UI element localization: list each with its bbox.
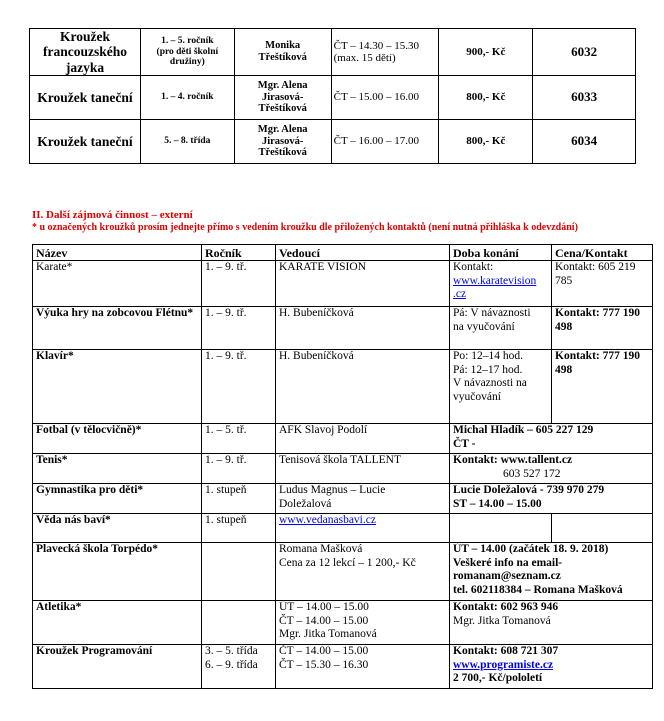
column-header: Název — [33, 245, 202, 261]
activity-leader: Tenisová škola TALLENT — [276, 454, 450, 484]
activity-leader: ČT – 14.00 – 15.00 ČT – 15.30 – 16.30 — [276, 645, 450, 689]
activity-contact — [552, 514, 653, 543]
club-leader: Monika Třeštíková — [234, 29, 331, 76]
column-header: Vedoucí — [276, 245, 450, 261]
activity-time: Pá: V návaznosti na vyučování — [450, 307, 552, 350]
table-row — [33, 424, 653, 454]
activity-contact: Kontakt: 608 721 307 www.programiste.cz 2 700,- Kč/pololetí — [450, 645, 653, 689]
activity-name: Věda nás baví* — [33, 514, 202, 543]
table-row — [30, 120, 636, 164]
programiste-link[interactable]: www.programiste.cz — [453, 658, 554, 671]
club-name: Kroužek taneční — [30, 120, 141, 164]
activity-leader — [276, 514, 450, 543]
activity-grade: 1. – 9. tř. — [202, 350, 276, 424]
activity-grade: 1. – 9. tř. — [202, 261, 276, 307]
activity-name: Plavecká škola Torpédo* — [33, 543, 202, 601]
club-price: 900,- Kč — [439, 29, 533, 76]
activity-contact: ÚT – 14.00 (začátek 18. 9. 2018) Veškeré info na email- romanam@seznam.cz tel. 602118384 – Romana Mašková — [450, 543, 653, 601]
activity-contact: Kontakt: 602 963 946 Mgr. Jitka Tomanová — [450, 601, 653, 645]
club-code: 6034 — [533, 120, 636, 164]
table-row — [33, 601, 653, 645]
club-price: 800,- Kč — [439, 120, 533, 164]
table-row — [33, 543, 653, 601]
activity-name: Kroužek Programování — [33, 645, 202, 689]
external-activities-table — [32, 244, 653, 689]
activity-name: Tenis* — [33, 454, 202, 484]
table-row — [33, 307, 653, 350]
activity-grade: 1. stupeň — [202, 514, 276, 543]
activity-contact: Kontakt: www.tallent.cz 603 527 172 — [450, 454, 653, 484]
table-row — [33, 350, 653, 424]
club-name: Kroužek francouzského jazyka — [30, 29, 141, 76]
activity-time: Kontakt: www.karatevision .cz — [450, 261, 552, 307]
table-row — [33, 454, 653, 484]
activity-contact: Lucie Doležalová - 739 970 279 ST – 14.00 – 15.00 — [450, 484, 653, 514]
activity-grade — [202, 543, 276, 601]
club-leader: Mgr. Alena Jirasová- Třeštíková — [234, 76, 331, 120]
table-row — [33, 645, 653, 689]
activity-grade — [202, 601, 276, 645]
club-code: 6032 — [533, 29, 636, 76]
activity-time — [450, 514, 552, 543]
table-row — [33, 514, 653, 543]
activity-grade: 1. – 9. tř. — [202, 307, 276, 350]
table-row — [33, 484, 653, 514]
table-header-row — [33, 245, 653, 261]
section-note: * u označených kroužků prosím jednejte přímo s vedením kroužku dle přiložených kontaktů (není nutná přihláška k odevzdání) — [32, 222, 578, 233]
club-time: ČT – 14.30 – 15.30 (max. 15 dětí) — [331, 29, 439, 76]
club-price: 800,- Kč — [439, 76, 533, 120]
club-name: Kroužek taneční — [30, 76, 141, 120]
activity-grade: 1. stupeň — [202, 484, 276, 514]
table-row — [33, 261, 653, 307]
column-header: Cena/Kontakt — [552, 245, 653, 261]
activity-contact: Michal Hladík – 605 227 129 ČT - — [450, 424, 653, 454]
activity-time: Po: 12–14 hod. Pá: 12–17 hod. V návaznosti na vyučování — [450, 350, 552, 424]
activity-leader: Ludus Magnus – Lucie Doležalová — [276, 484, 450, 514]
clubs-top-table — [29, 28, 636, 164]
vedanasbavi-link[interactable]: www.vedanasbavi.cz — [279, 514, 376, 526]
activity-leader: Romana Mašková Cena za 12 lekcí – 1 200,- Kč — [276, 543, 450, 601]
activity-contact: Kontakt: 777 190 498 — [552, 350, 653, 424]
activity-contact: Kontakt: 777 190 498 — [552, 307, 653, 350]
table-row — [30, 76, 636, 120]
column-header: Doba konání — [450, 245, 552, 261]
club-grade: 1. – 4. ročník — [140, 76, 234, 120]
section-title: II. Další zájmová činnost – externí — [32, 209, 193, 221]
activity-leader: AFK Slavoj Podolí — [276, 424, 450, 454]
activity-name: Atletika* — [33, 601, 202, 645]
club-code: 6033 — [533, 76, 636, 120]
activity-contact: Kontakt: 605 219 785 — [552, 261, 653, 307]
club-time: ČT – 15.00 – 16.00 — [331, 76, 439, 120]
column-header: Ročník — [202, 245, 276, 261]
club-leader: Mgr. Alena Jirasová- Třeštíková — [234, 120, 331, 164]
table-row — [30, 29, 636, 76]
activity-grade: 1. – 5. tř. — [202, 424, 276, 454]
club-time: ČT – 16.00 – 17.00 — [331, 120, 439, 164]
club-grade: 1. – 5. ročník (pro děti školní družiny) — [140, 29, 234, 76]
activity-grade: 3. – 5. třída 6. – 9. třída — [202, 645, 276, 689]
activity-name: Klavír* — [33, 350, 202, 424]
activity-name: Karate* — [33, 261, 202, 307]
activity-name: Gymnastika pro děti* — [33, 484, 202, 514]
activity-leader: H. Bubeníčková — [276, 307, 450, 350]
activity-leader: H. Bubeníčková — [276, 350, 450, 424]
club-grade: 5. – 8. třída — [140, 120, 234, 164]
activity-name: Výuka hry na zobcovou Flétnu* — [33, 307, 202, 350]
activity-name: Fotbal (v tělocvičně)* — [33, 424, 202, 454]
karate-link[interactable]: www.karatevision .cz — [453, 274, 537, 301]
activity-leader: KARATE VISION — [276, 261, 450, 307]
activity-leader: ÚT – 14.00 – 15.00 ČT – 14.00 – 15.00 Mgr. Jitka Tomanová — [276, 601, 450, 645]
activity-grade: 1. – 9. tř. — [202, 454, 276, 484]
